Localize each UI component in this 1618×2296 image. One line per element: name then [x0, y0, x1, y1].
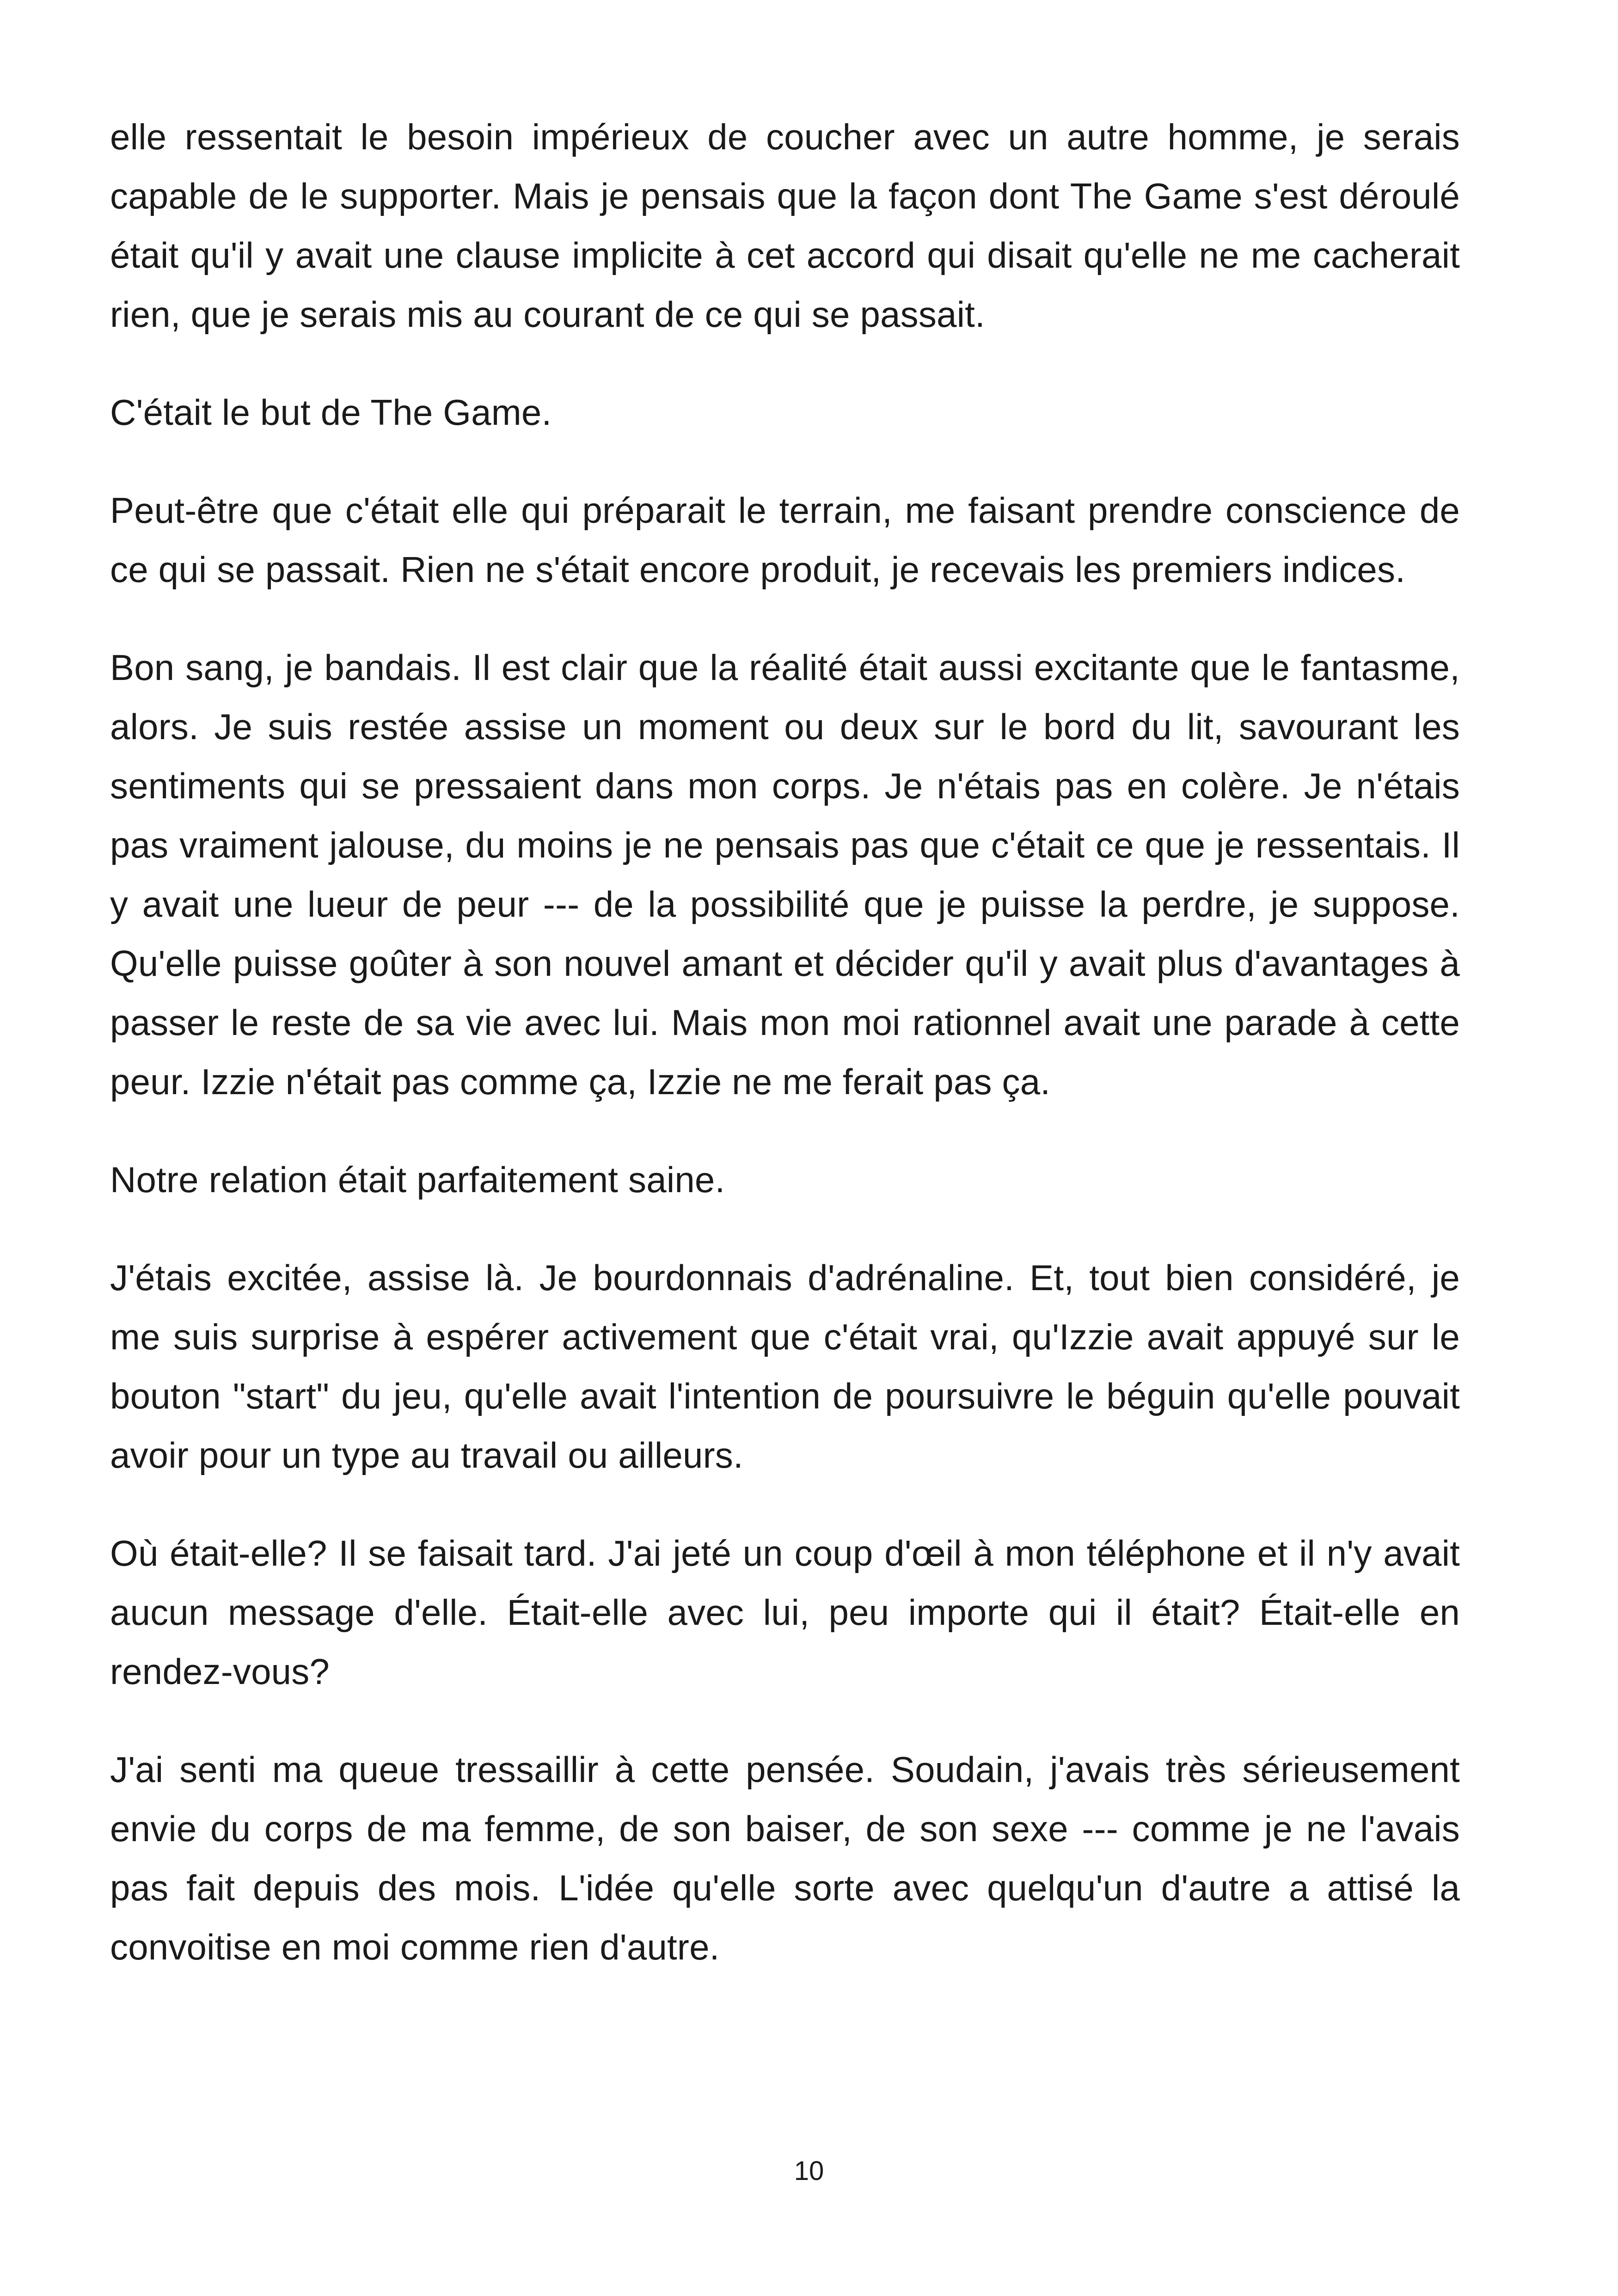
paragraph: C'était le but de The Game.: [110, 392, 552, 433]
paragraph: J'ai senti ma queue tressaillir à cette pensée. Soudain, j'avais très sérieusement envie du corps de ma femme, de son baiser, de son sexe --- comme je ne l'avais pas fait depuis des mois. L'idée qu'elle sorte avec quelqu'un d'autre a attisé la convoitise en moi comme rien d'autre.: [110, 1749, 1460, 1967]
paragraph: Où était-elle? Il se faisait tard. J'ai jeté un coup d'œil à mon téléphone et il n'y avait aucun message d'elle. Était-elle avec lui, peu importe qui il était? Était-elle en rendez-vous?: [110, 1533, 1460, 1692]
paragraph: Peut-être que c'était elle qui préparait le terrain, me faisant prendre conscience de ce qui se passait. Rien ne s'était encore produit, je recevais les premiers indices.: [110, 490, 1460, 590]
paragraph: elle ressentait le besoin impérieux de coucher avec un autre homme, je serais capable de le supporter. Mais je pensais que la façon dont The Game s'est déroulé était qu'il y avait une clause implicite à cet accord qui disait qu'elle ne me cacherait rien, que je serais mis au courant de ce qui se passait.: [110, 116, 1460, 335]
body-text: [110, 107, 1460, 1977]
paragraph: Notre relation était parfaitement saine.: [110, 1159, 725, 1200]
paragraph: J'étais excitée, assise là. Je bourdonnais d'adrénaline. Et, tout bien considéré, je me suis surprise à espérer activement que c'était vrai, qu'Izzie avait appuyé sur le bouton "start" du jeu, qu'elle avait l'intention de poursuivre le béguin qu'elle pouvait avoir pour un type au travail ou ailleurs.: [110, 1257, 1460, 1476]
page-number: 10: [794, 2156, 824, 2186]
paragraph: Bon sang, je bandais. Il est clair que la réalité était aussi excitante que le fantasme, alors. Je suis restée assise un moment ou deux sur le bord du lit, savourant les sentiments qui se pressaient dans mon corps. Je n'étais pas en colère. Je n'étais pas vraiment jalouse, du moins je ne pensais pas que c'était ce que je ressentais. Il y avait une lueur de peur --- de la possibilité que je puisse la perdre, je suppose. Qu'elle puisse goûter à son nouvel amant et décider qu'il y avait plus d'avantages à passer le reste de sa vie avec lui. Mais mon moi rationnel avait une parade à cette peur. Izzie n'était pas comme ça, Izzie ne me ferait pas ça.: [110, 647, 1460, 1102]
